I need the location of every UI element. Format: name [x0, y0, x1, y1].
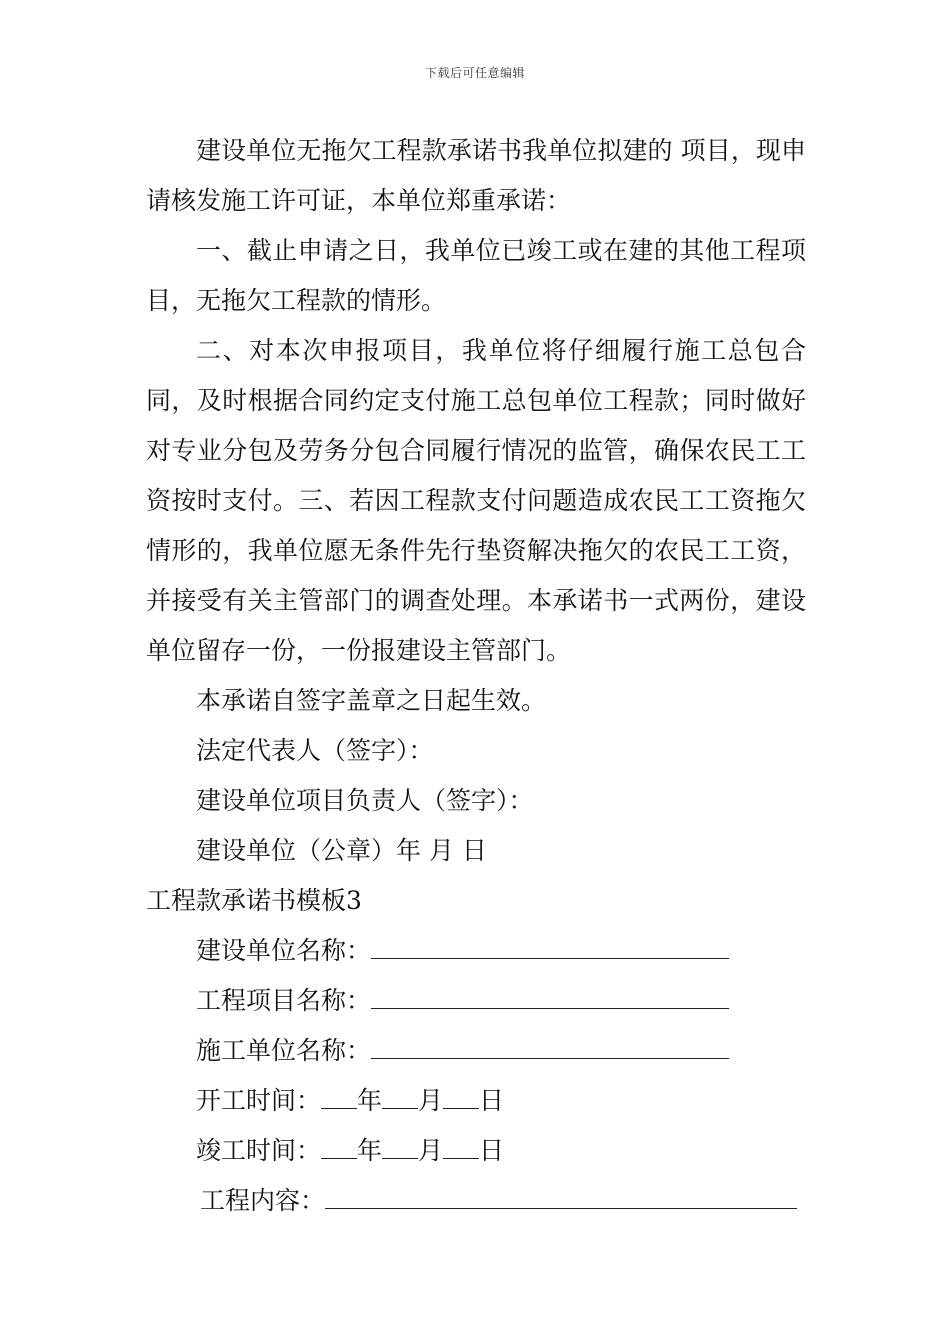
construction-unit-field[interactable] — [371, 928, 729, 959]
project-name-row — [146, 976, 806, 1026]
start-month-unit: 月 — [418, 1086, 444, 1115]
completion-day-field[interactable] — [443, 1128, 479, 1159]
project-lead-signature: 建设单位项目负责人（签字）： — [196, 786, 534, 815]
paragraph-intro: 建设单位无拖欠工程款承诺书我单位拟建的 项目，现申请核发施工许可证，本单位郑重承诺： — [146, 136, 806, 215]
legal-representative-signature: 法定代表人（签字）： — [196, 736, 434, 765]
completion-time-row — [146, 1126, 806, 1176]
start-time-row — [146, 1076, 806, 1126]
start-year-unit: 年 — [357, 1086, 383, 1115]
contractor-field[interactable] — [371, 1028, 729, 1059]
completion-year-unit: 年 — [357, 1136, 383, 1165]
start-month-field[interactable] — [382, 1078, 418, 1109]
content-row — [146, 1176, 806, 1226]
document-body — [146, 126, 806, 1226]
page-header: 下载后可任意编辑 — [424, 66, 525, 80]
project-name-field[interactable] — [371, 978, 729, 1009]
start-time-label: 开工时间： — [196, 1086, 322, 1115]
paragraph-clause-1: 一、截止申请之日，我单位已竣工或在建的其他工程项目，无拖欠工程款的情形。 — [146, 236, 806, 315]
template-3-title: 工程款承诺书模板3 — [146, 886, 362, 915]
project-name-label: 工程项目名称： — [196, 986, 372, 1015]
seal-date-line: 建设单位（公章）年 月 日 — [196, 836, 487, 865]
contractor-label: 施工单位名称： — [196, 1036, 372, 1065]
paragraph-clause-2-3: 二、对本次申报项目，我单位将仔细履行施工总包合同，及时根据合同约定支付施工总包单位工程款；同时做好对专业分包及劳务分包合同履行情况的监管，确保农民工工资按时支付。三、若因工程款支付问题造成农民工工资拖欠情形的，我单位愿无条件先行垫资解决拖欠的农民工工资，并接受有关主管部门的调查处理。本承诺书一式两份，建设单位留存一份，一份报建设主管部门。 — [146, 336, 806, 665]
completion-day-unit: 日 — [479, 1136, 505, 1165]
construction-unit-row — [146, 926, 806, 976]
start-day-field[interactable] — [443, 1078, 479, 1109]
effective-statement: 本承诺自签字盖章之日起生效。 — [196, 686, 547, 715]
completion-month-field[interactable] — [382, 1128, 418, 1159]
start-day-unit: 日 — [479, 1086, 505, 1115]
completion-year-field[interactable] — [321, 1128, 357, 1159]
completion-time-label: 竣工时间： — [196, 1136, 322, 1165]
construction-unit-label: 建设单位名称： — [196, 936, 372, 965]
content-label: 工程内容： — [200, 1186, 326, 1215]
start-year-field[interactable] — [321, 1078, 357, 1109]
completion-month-unit: 月 — [418, 1136, 444, 1165]
content-field[interactable] — [325, 1178, 797, 1209]
contractor-row — [146, 1026, 806, 1076]
